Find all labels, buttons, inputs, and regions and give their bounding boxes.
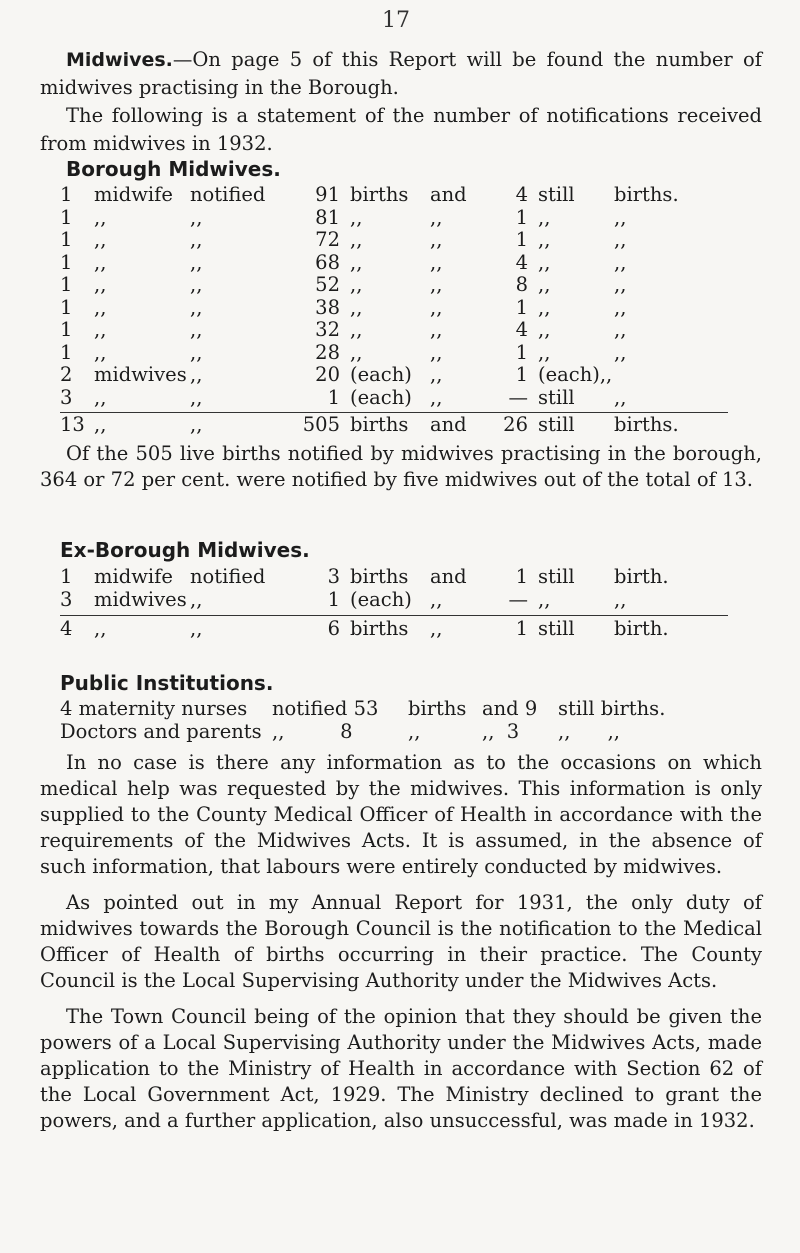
table-cell: ,, (190, 228, 203, 251)
table-cell: ,, (350, 250, 363, 274)
table-cell: 1 (60, 183, 73, 206)
table-cell: and 9 (482, 697, 538, 720)
midwives-heading: Midwives. (66, 49, 173, 71)
table-cell: birth. (614, 617, 669, 640)
table-cell: midwives (94, 363, 187, 386)
table-cell: 1 (515, 565, 528, 588)
table-cell: ,, (538, 250, 551, 274)
borough-row (60, 387, 684, 410)
table-cell: ,, (538, 228, 551, 251)
table-cell: ,, 8 (272, 719, 353, 743)
ex-borough-row (60, 589, 684, 612)
borough-total-table (60, 414, 684, 437)
borough-heading: Borough Midwives. (66, 157, 281, 181)
table-cell: and (430, 565, 467, 588)
table-cell: ,, (190, 385, 203, 409)
statement-paragraph: The following is a statement of the number of notifications received from midwives in 1932. (40, 104, 762, 155)
table-cell: and (430, 413, 467, 436)
table-cell: 68 (315, 250, 340, 274)
table-cell: ,, (94, 413, 107, 436)
table-cell: ,, (190, 205, 203, 229)
table-cell: ,, (538, 205, 551, 229)
table-cell: 1 (515, 617, 528, 640)
table-cell: ,, (350, 318, 363, 341)
table-cell: ,, 3 (482, 719, 520, 743)
table-cell: (each) (350, 363, 412, 386)
table-cell: 3 (60, 385, 73, 409)
table-cell: ,, (430, 587, 443, 611)
table-cell: ,, (430, 273, 443, 296)
table-cell: ,, (614, 385, 627, 409)
table-cell: 1 (60, 250, 73, 274)
ex-borough-table (60, 566, 684, 611)
table-cell: still (538, 565, 575, 588)
table-cell: ,, (190, 318, 203, 341)
table-cell: ,, (190, 587, 203, 611)
table-cell: 4 maternity nurses (60, 697, 248, 720)
table-cell: 72 (315, 228, 340, 251)
table-cell: ,, (94, 318, 107, 341)
table-cell: ,, (350, 228, 363, 251)
table-cell: 505 (302, 413, 340, 436)
table-cell: ,, (190, 295, 203, 319)
table-cell: ,, (538, 318, 551, 341)
table-cell: 26 (503, 413, 528, 436)
intro-section (40, 46, 762, 158)
table-cell: ,, (350, 340, 363, 364)
body-paragraphs (40, 750, 762, 1134)
table-cell: births. (614, 413, 679, 436)
table-cell: births (350, 565, 409, 588)
table-cell: 4 (515, 183, 528, 206)
table-cell: ,, (538, 587, 551, 611)
table-cell: midwife (94, 183, 173, 206)
table-cell: ,, (430, 295, 443, 319)
table-cell: still (538, 183, 575, 206)
table-cell: ,, (190, 617, 203, 640)
paragraph-information: In no case is there any information as to the occasions on which medical help was requested by the midwives. This information is only supplied to the County Medical Officer of Health in accordance with the requirements of the Midwives Acts. It is assumed, in the absence of such information, that labours were entirely conducted by midwives. (40, 751, 762, 878)
table-cell: ,, (190, 340, 203, 364)
table-cell: 1 (60, 295, 73, 319)
table-cell: 1 (60, 340, 73, 364)
table-cell: ,, (350, 273, 363, 296)
table-cell: 81 (315, 205, 340, 229)
table-cell: 2 (60, 363, 73, 386)
table-cell: Doctors and parents (60, 719, 262, 743)
table-cell: ,, (94, 295, 107, 319)
table-cell: ,, (94, 340, 107, 364)
table-cell: ,, (430, 228, 443, 251)
table-cell: still (538, 617, 575, 640)
public-heading: Public Institutions. (60, 671, 274, 695)
table-cell: 4 (515, 318, 528, 341)
table-cell: ,, (350, 295, 363, 319)
public-row (60, 721, 708, 744)
table-cell: notified 53 (272, 697, 379, 720)
table-cell: ,, (190, 363, 203, 386)
table-cell: births (350, 617, 409, 640)
table-cell: ,, (94, 205, 107, 229)
borough-row (60, 364, 684, 387)
table-cell: 1 (515, 340, 528, 364)
table-cell: ,, (430, 205, 443, 229)
public-table (60, 698, 708, 743)
table-cell: still births. (558, 697, 666, 720)
table-cell: midwives (94, 587, 187, 611)
table-cell: 32 (315, 318, 340, 341)
table-cell: ,, (614, 250, 627, 274)
table-cell: notified (190, 183, 266, 206)
table-cell: ,, (430, 363, 443, 386)
ex-borough-row (60, 566, 684, 589)
table-cell: and (430, 183, 467, 206)
table-cell: — (508, 385, 528, 409)
ex-borough-total-rule (60, 615, 728, 616)
table-cell: ,, (94, 228, 107, 251)
table-cell: ,, (614, 295, 627, 319)
table-cell: 4 (515, 250, 528, 274)
table-cell: ,, (94, 385, 107, 409)
table-cell: ,, (538, 340, 551, 364)
borough-note: Of the 505 live births notified by midwives practising in the borough, 364 or 72 per cent. were notified by five midwives out of the total of 13. (40, 442, 762, 491)
table-cell: 52 (315, 273, 340, 296)
borough-table (60, 184, 684, 409)
table-cell: births. (614, 183, 679, 206)
table-cell: 8 (515, 273, 528, 296)
table-cell: birth. (614, 565, 669, 588)
table-cell: ,, (430, 385, 443, 409)
table-cell: 28 (315, 340, 340, 364)
table-cell: 91 (315, 183, 340, 206)
table-cell: 20 (315, 363, 340, 386)
borough-total-row (60, 414, 684, 437)
public-row (60, 698, 708, 721)
table-cell: ,, (94, 250, 107, 274)
table-cell: (each),, (538, 363, 613, 386)
table-cell: 3 (327, 565, 340, 588)
table-cell: 1 (327, 587, 340, 611)
table-cell: 1 (60, 565, 73, 588)
borough-row (60, 229, 684, 252)
table-cell: 1 (515, 228, 528, 251)
table-cell: 1 (60, 318, 73, 341)
table-cell: 3 (60, 587, 73, 611)
ex-borough-heading: Ex-Borough Midwives. (60, 538, 310, 562)
borough-row (60, 207, 684, 230)
intro-paragraph (40, 46, 762, 102)
table-cell: ,, (614, 205, 627, 229)
borough-row (60, 252, 684, 275)
borough-row (60, 184, 684, 207)
paragraph-town-council: The Town Council being of the opinion that they should be given the powers of a Local Supervising Authority under the Midwives Acts, made application to the Ministry of Health in accordance with Section 62 of the Local Government Act, 1929. The Ministry declined to grant the powers, and a further application, also unsuccessful, was made in 1932. (40, 1005, 762, 1132)
table-cell: 6 (327, 617, 340, 640)
table-cell: (each) (350, 385, 412, 409)
table-cell: ,, (190, 250, 203, 274)
table-cell: still (538, 413, 575, 436)
table-cell: ,, (614, 587, 627, 611)
table-cell: births (350, 183, 409, 206)
borough-row (60, 274, 684, 297)
table-cell: 38 (315, 295, 340, 319)
table-cell: ,, (430, 340, 443, 364)
borough-row (60, 319, 684, 342)
table-cell: still (538, 385, 575, 409)
table-cell: 1 (515, 205, 528, 229)
table-cell: ,, (614, 273, 627, 296)
ex-borough-total-row (60, 618, 684, 641)
table-cell: births (408, 697, 467, 720)
borough-row (60, 297, 684, 320)
paragraph-annual-report: As pointed out in my Annual Report for 1931, the only duty of midwives towards the Borough Council is the notification to the Medical Officer of Health of births occurring in their practice. The County Council is the Local Supervising Authority under the Midwives Acts. (40, 891, 762, 992)
table-cell: (each) (350, 587, 412, 611)
table-cell: ,, (94, 273, 107, 296)
table-cell: 4 (60, 617, 73, 640)
table-cell: ,, (430, 250, 443, 274)
table-cell: ,, (350, 205, 363, 229)
ex-borough-total-table (60, 618, 684, 641)
table-cell: 1 (60, 273, 73, 296)
table-cell: 13 (60, 413, 85, 436)
table-cell: ,, (190, 413, 203, 436)
intro-text: —On page 5 of this Report will be found the number of midwives practising in the Borough. (40, 48, 762, 99)
table-cell: midwife (94, 565, 173, 588)
table-cell: ,, (614, 340, 627, 364)
table-cell: 1 (515, 295, 528, 319)
table-cell: ,, ,, (558, 719, 620, 743)
borough-row (60, 342, 684, 365)
table-cell: ,, (538, 273, 551, 296)
table-cell: ,, (94, 617, 107, 640)
table-cell: notified (190, 565, 266, 588)
table-cell: 1 (60, 205, 73, 229)
table-cell: — (508, 587, 528, 611)
page-number: 17 (382, 8, 410, 33)
table-cell: 1 (60, 228, 73, 251)
table-cell: ,, (614, 228, 627, 251)
table-cell: ,, (614, 318, 627, 341)
table-cell: ,, (190, 273, 203, 296)
table-cell: 1 (515, 363, 528, 386)
table-cell (614, 364, 684, 387)
table-cell: 1 (327, 385, 340, 409)
table-cell: ,, (430, 318, 443, 341)
table-cell: births (350, 413, 409, 436)
table-cell: ,, (430, 617, 443, 640)
table-cell: ,, (538, 295, 551, 319)
table-cell: ,, (408, 719, 421, 743)
